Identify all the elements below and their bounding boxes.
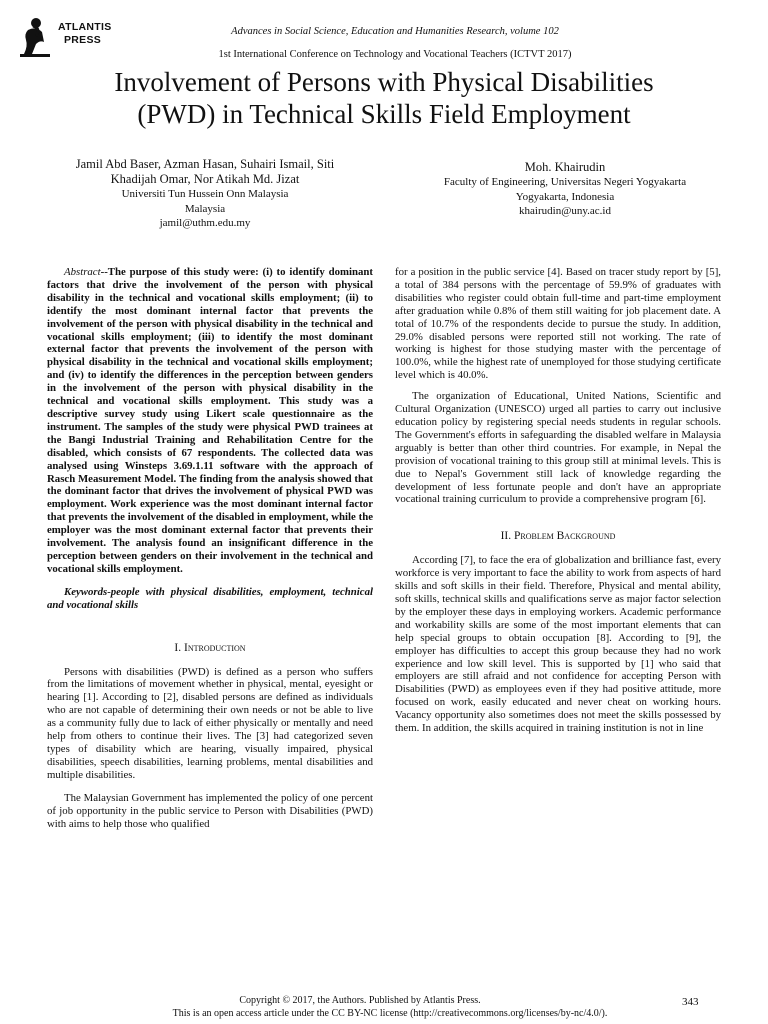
abstract [47, 266, 373, 576]
paper-title-line-2: (PWD) in Technical Skills Field Employment [137, 99, 631, 129]
paragraph: for a position in the public service [4]. Based on tracer study report by [5], a total of 384 persons with the percentage of 59.9% of graduates with disabilities who register could obtain full-time and part-time employment after graduation while 0.8% of them still waiting for job placement date. A total of 10.7% of the respondents decide to pursue the study. In addition, 29.0% disabled persons were reported still not working. The rate of working is highest for those studying master with the percentage of 100.0%, while the highest rate of unemployed for those studying certificate level which is 40.0%. [395, 266, 721, 382]
journal-header: Advances in Social Science, Education and Humanities Research, volume 102 [231, 26, 559, 37]
author-block-right [400, 160, 730, 219]
page-number: 343 [682, 996, 699, 1008]
section-number: I. [174, 641, 182, 654]
author-block-left [40, 157, 370, 231]
paragraph: Persons with disabilities (PWD) is defined as a person who suffers from the limitations of movement whether in physical, mental, eyesight or hearing [1]. According to [2], disabled persons are defined as individuals who are not capable of determining their own needs or not be able to live as a community fully due to lack of either physically or mentally and need help from others to continue their lives. The [3] had categorized seven types of disability which are hearing, visually impaired, physical disabilities, speech disabilities, learning problems, mental disabilities and multiple disabilities. [47, 665, 373, 781]
paragraph: The Malaysian Government has implemented the policy of one percent of job opportunity in the public service to Person with Disabilities (PWD) with aims to help those who qualified [47, 791, 373, 830]
abstract-text: --The purpose of this study were: (i) to identify dominant factors that drive the involvement of the person with physical disability in the technical and vocational skills employment; (ii) to identify the most dominant internal factor that prevents the involvement of the person with physical disability in the technical and vocational skills employment; (iii) to identify the most dominant external factor that prevents the involvement of the person with physical disability in the technical and vocational skills employment; and (iv) to identify the differences in the perception between genders in the involvement of the person with physical disability in the technical and vocational skills employment. This study was a descriptive survey study using Likert scale questionnaire as the instrument. The samples of the study were physical PWD trainees at the Bangi Industrial Training and Rehabilitation Centre for the disabled, which consists of 67 respondents. The collected data was analysed using Winsteps 3.69.1.11 software with the approach of Rasch Measurement Model. The finding from the analysis showed that the dominant factor that drives the involvement of physical PWD was employment. Work experience was the most dominant internal factor that prevents the involvement of the disabled in employment, while the employer was the most dominant external factor that prevents their involvement. The analysis found an insignificant difference in the perception between genders on their involvement in the technical and vocational skills employment. [47, 266, 373, 575]
author-affiliation: Faculty of Engineering, Universitas Negeri Yogyakarta [443, 176, 687, 188]
author-affiliation: Universiti Tun Hussein Onn Malaysia [121, 188, 289, 200]
logo-text-atlantis: ATLANTIS [58, 21, 112, 33]
author-name: Moh. Khairudin [524, 160, 606, 174]
section-title: Introduction [183, 641, 246, 654]
author-email: khairudin@uny.ac.id [519, 205, 611, 217]
author-email: jamil@uthm.edu.my [159, 217, 251, 229]
abstract-label: Abstract [64, 266, 101, 278]
author-names-line-2: Khadijah Omar, Nor Atikah Md. Jizat [110, 172, 300, 186]
paper-title-line-1: Involvement of Persons with Physical Disabilities [114, 67, 654, 97]
thinker-statue-icon [14, 14, 56, 58]
section-title: Problem Background [514, 530, 616, 543]
left-column [47, 266, 373, 830]
author-country: Malaysia [184, 202, 226, 215]
section-heading-introduction [47, 642, 373, 654]
keywords: Keywords-people with physical disabilities, employment, technical and vocational skills [47, 585, 373, 611]
author-names-line-1: Jamil Abd Baser, Azman Hasan, Suhairi Ismail, Siti [75, 157, 335, 171]
author-location: Yogyakarta, Indonesia [515, 190, 615, 203]
conference-header: 1st International Conference on Technology and Vocational Teachers (ICTVT 2017) [218, 49, 572, 60]
publisher-logo [14, 14, 124, 62]
paper-title [30, 66, 738, 130]
paragraph: The organization of Educational, United Nations, Scientific and Cultural Organization (UNESCO) urged all parties to carry out inclusive education policy by registering special needs students in regular schools. The Government's efforts in safeguarding the disabled welfare in Malaysia arguably is better than other third countries. For example, in Nepal the provision of vocational training to this group still at minimal levels. This is due to Nepal's Government still lack of knowledge regarding the development of less fortunate people and don't have an appropriate vocational training curriculum to provide a comprehensive program [6]. [395, 390, 721, 506]
license-line: This is an open access article under the CC BY-NC license (http://creativecommons.org/licenses/by-nc/4.0/). [172, 1008, 608, 1019]
logo-text-press: PRESS [64, 34, 102, 46]
section-number: II. [500, 530, 512, 543]
paragraph: According [7], to face the era of globalization and brilliance fast, every workforce is very important to face the ability to work from aspects of hard skills and soft skills in their field. Therefore, Physical and mental ability, soft skills, technical skills and qualifications serve as major factor selection by the employer these days in employing workers. Academic performance and workability skills are some of the most important elements that can help special groups to obtain occupation [8]. According to [9], the employer has difficulties to accept this group because they had no work experience and low skill level. This is supported by [1] who said that employers are still afraid and not confidence for accepting Person with Disabilities (PWD) as employees even if they had positive attitude, more focused on work, easily educated and never cheat on working hours. Vacancy opportunity also sometimes does not meet the skills possessed by them. In addition, the skills acquired in training institution is not in line [395, 554, 721, 735]
copyright-line: Copyright © 2017, the Authors. Published by Atlantis Press. [239, 995, 481, 1006]
section-heading-problem-background [395, 530, 721, 542]
right-column [395, 266, 721, 735]
